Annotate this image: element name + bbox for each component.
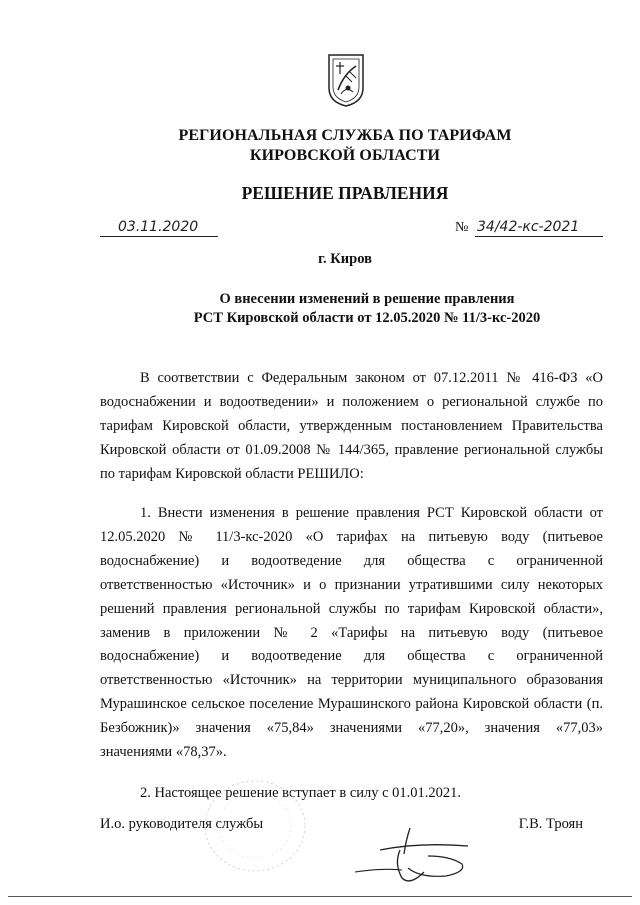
kirov-coat-of-arms-icon xyxy=(326,52,366,108)
signatory-position: И.о. руководителя службы xyxy=(100,816,264,832)
handwritten-signature-icon xyxy=(350,820,480,890)
paragraph-text: В соответствии с Федеральным законом от 07.12.2011 № 416-ФЗ «О водоснабжении и водоотведении» и положением о региональной службе по тарифам Кировской области, утвержденным постановлением Правительства Кировской области от 01.09.2008 № 144/365, правление региональной службы по тарифам Кировской области РЕШИЛО: xyxy=(100,370,603,482)
document-date-field xyxy=(100,219,220,235)
document-date: 03.11.2020 xyxy=(118,219,199,235)
paragraph-text: 1. Внести изменения в решение правления РСТ Кировской области от 12.05.2020 № 11/3-кс-2020 «О тарифах на питьевую воду (питьевое водоснабжение) и водоотведение для общества с ограниченной ответственностью «Источник» и о признании утратившими силу некоторых решений правления региональной службы по тарифам Кировской области», заменив в приложении № 2 «Тарифы на питьевую воду (питьевое водоснабжение) и водоотведение для общества с ограниченной ответственностью «Источник» на территории муниципального образования Мурашинское сельское поселение Мурашинского района Кировской области (п. Безбожник)» значения «75,84» значениями «77,20», значения «77,03» значениями «78,37». xyxy=(100,505,603,761)
number-sign: № xyxy=(455,220,469,235)
document-number: 34/42-кс-2021 xyxy=(477,219,580,235)
body-paragraph-preamble xyxy=(100,367,603,487)
body-paragraph-item1 xyxy=(100,502,603,765)
number-underline xyxy=(475,236,603,237)
subject-line1: О внесении изменений в решение правления xyxy=(219,291,515,307)
body-paragraph-item2 xyxy=(100,782,603,806)
date-underline xyxy=(100,236,218,237)
organization-name-line1: РЕГИОНАЛЬНАЯ СЛУЖБА ПО ТАРИФАМ xyxy=(178,127,512,144)
faded-stamp-icon xyxy=(200,776,310,876)
bottom-page-edge xyxy=(8,896,632,897)
subject-line2: РСТ Кировской области от 12.05.2020 № 11/3-кс-2020 xyxy=(193,310,541,326)
paragraph-text: 2. Настоящее решение вступает в силу с 01.01.2021. xyxy=(140,785,462,801)
organization-name-line2: КИРОВСКОЙ ОБЛАСТИ xyxy=(249,147,441,164)
document-number-field xyxy=(455,220,605,236)
document-type-title: РЕШЕНИЕ ПРАВЛЕНИЯ xyxy=(241,183,449,203)
signatory-name: Г.В. Троян xyxy=(518,816,583,832)
city-label: г. Киров xyxy=(318,251,372,267)
